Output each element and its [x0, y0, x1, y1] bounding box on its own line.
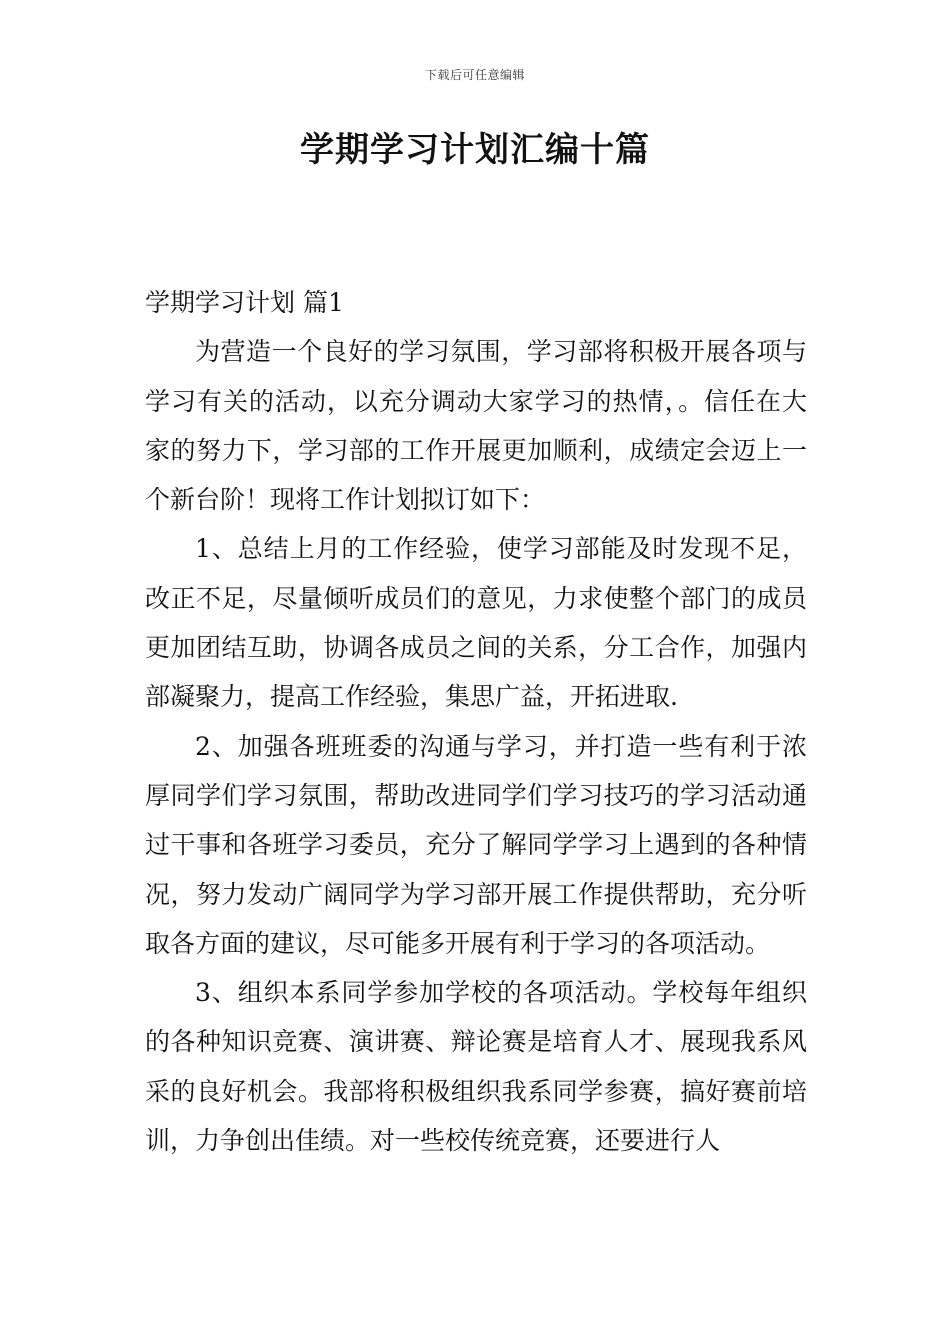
paragraph-item-1: 1、总结上月的工作经验，使学习部能及时发现不足，改正不足，尽量倾听成员们的意见，力求使整个部门的成员更加团结互助，协调各成员之间的关系，分工合作，加强内部凝聚力，提高工作经验，集思广益，开拓进取. — [145, 534, 807, 712]
section-heading: 学期学习计划 篇1 — [145, 288, 344, 317]
document-title: 学期学习计划汇编十篇 — [300, 130, 650, 170]
header-note: 下载后可任意编辑 — [424, 68, 525, 82]
paragraph-intro: 为营造一个良好的学习氛围，学习部将积极开展各项与学习有关的活动，以充分调动大家学习的热情，。信任在大家的努力下，学习部的工作开展更加顺利，成绩定会迈上一个新台阶！现将工作计划拟订如下： — [145, 337, 807, 515]
paragraph-item-2: 2、加强各班班委的沟通与学习，并打造一些有利于浓厚同学们学习氛围，帮助改进同学们学习技巧的学习活动通过干事和各班学习委员，充分了解同学学习上遇到的各种情况，努力发动广阔同学为学习部开展工作提供帮助，充分听取各方面的建议，尽可能多开展有利于学习的各项活动。 — [145, 731, 807, 958]
paragraph-item-3: 3、组织本系同学参加学校的各项活动。学校每年组织的各种知识竞赛、演讲赛、辩论赛是培育人才、展现我系风采的良好机会。我部将积极组织我系同学参赛，搞好赛前培训，力争创出佳绩。对一些校传统竞赛，还要进行人 — [145, 978, 807, 1156]
document-body — [145, 278, 807, 1165]
